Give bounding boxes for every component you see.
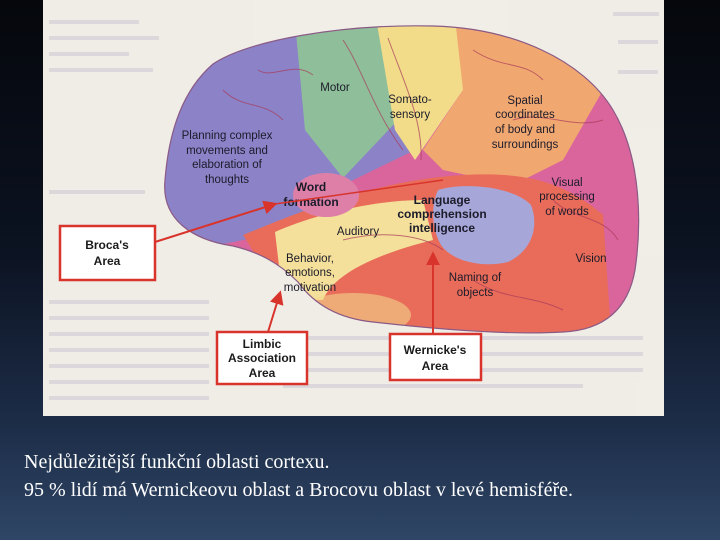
broca-label-1: Broca's bbox=[85, 238, 129, 252]
label-spatial-2: coordinates bbox=[495, 109, 555, 121]
broca-label-2: Area bbox=[93, 254, 121, 268]
callout-wernicke bbox=[390, 334, 481, 380]
label-naming-2: objects bbox=[456, 287, 494, 299]
label-vision: Vision bbox=[575, 253, 607, 265]
limbic-label-3: Area bbox=[248, 366, 276, 380]
label-behavior-3: motivation bbox=[283, 282, 337, 294]
caption-line-2: 95 % lidí má Wernickeovu oblast a Brocovu oblast v levé hemisféře. bbox=[24, 479, 573, 501]
wernicke-label-2: Area bbox=[421, 359, 449, 373]
label-language-1: Language bbox=[413, 193, 471, 207]
label-behavior-1: Behavior, bbox=[286, 253, 334, 265]
label-spatial-4: surroundings bbox=[491, 139, 559, 151]
brain-diagram bbox=[43, 0, 664, 416]
label-naming-1: Naming of bbox=[448, 272, 502, 284]
slide-caption bbox=[24, 448, 714, 504]
label-language-2: comprehension bbox=[397, 207, 487, 221]
label-spatial-3: of body and bbox=[494, 124, 556, 136]
label-planning-3: elaboration of bbox=[192, 159, 262, 171]
label-motor: Motor bbox=[320, 82, 350, 94]
label-visual-2: processing bbox=[539, 191, 595, 203]
label-spatial-1: Spatial bbox=[507, 95, 543, 107]
label-visual-3: of words bbox=[545, 206, 589, 218]
label-planning-4: thoughts bbox=[204, 174, 250, 186]
brain-figure bbox=[43, 0, 664, 416]
label-somatosensory-2: sensory bbox=[389, 109, 431, 121]
limbic-label-2: Association bbox=[227, 351, 297, 365]
wernicke-label-1: Wernicke's bbox=[403, 343, 467, 357]
caption-line-1: Nejdůležitější funkční oblasti cortexu. bbox=[24, 451, 330, 473]
label-word-formation-2: formation bbox=[283, 195, 339, 209]
label-somatosensory-1: Somato- bbox=[388, 94, 432, 106]
label-planning-2: movements and bbox=[186, 145, 268, 157]
label-auditory: Auditory bbox=[336, 226, 380, 238]
limbic-label-1: Limbic bbox=[242, 337, 282, 351]
label-visual-1: Visual bbox=[551, 177, 583, 189]
label-language-3: intelligence bbox=[408, 221, 476, 235]
label-word-formation-1: Word bbox=[295, 180, 327, 194]
label-planning-1: Planning complex bbox=[181, 130, 273, 142]
callout-limbic bbox=[217, 332, 307, 384]
callout-broca bbox=[60, 226, 155, 280]
label-behavior-2: emotions, bbox=[285, 267, 335, 279]
